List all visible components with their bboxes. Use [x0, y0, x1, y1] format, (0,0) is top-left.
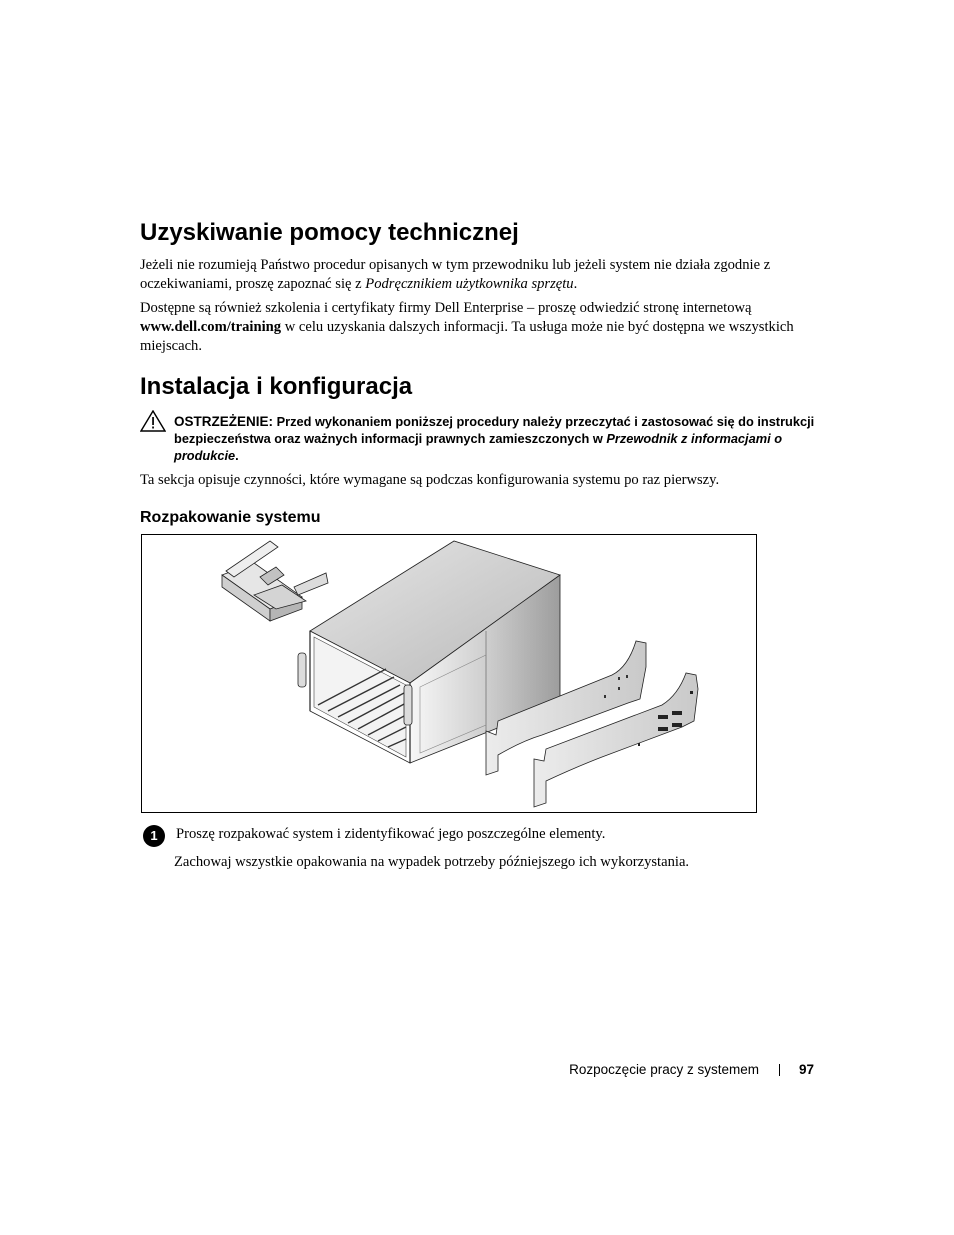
footer-chapter-title: Rozpoczęcie pracy z systemem	[569, 1062, 759, 1077]
page-number: 97	[798, 1062, 814, 1077]
heading-unpacking: Rozpakowanie systemu	[140, 509, 321, 526]
paragraph-help	[140, 256, 820, 294]
paragraph-help-end: .	[573, 276, 578, 292]
paragraph-training-end: w celu uzyskania dalszych informacji. Ta usługa może nie być dostępna we wszystkich miejscach.	[140, 319, 794, 354]
step-number-badge: 1	[143, 825, 165, 847]
user-guide-reference: Podręcznikiem użytkownika sprzętu	[365, 276, 574, 292]
warning-label: OSTRZEŻENIE:	[174, 414, 274, 429]
warning-triangle-icon	[140, 410, 166, 432]
step-instruction: Proszę rozpakować system i zidentyfikować jego poszczególne elementy.	[176, 826, 606, 842]
heading-technical-support: Uzyskiwanie pomocy technicznej	[140, 219, 519, 246]
packaging-box	[222, 541, 328, 621]
page-footer	[569, 1062, 814, 1077]
paragraph-help-text: Jeżeli nie rozumieją Państwo procedur opisanych w tym przewodniku lub jeżeli system nie działa zgodnie z oczekiwaniami, proszę zapoznać się z	[140, 257, 771, 292]
training-link[interactable]: www.dell.com/training	[140, 319, 282, 335]
footer-divider	[779, 1064, 780, 1076]
paragraph-training-text: Dostępne są również szkolenia i certyfikaty firmy Dell Enterprise – proszę odwiedzić stronę internetową	[140, 300, 752, 316]
paragraph-intro: Ta sekcja opisuje czynności, które wymagane są podczas konfigurowania systemu po raz pierwszy.	[140, 472, 720, 488]
warning-text	[174, 413, 834, 464]
warning-end: .	[235, 448, 239, 463]
product-info-guide-reference: Przewodnik z informacjami o produkcie	[174, 431, 783, 463]
step-note: Zachowaj wszystkie opakowania na wypadek potrzeby późniejszego ich wykorzystania.	[174, 854, 690, 870]
heading-installation: Instalacja i konfiguracja	[140, 373, 413, 400]
warning-body: Przed wykonaniem poniższej procedury należy przeczytać i zastosować się do instrukcji bezpieczeństwa oraz ważnych informacji prawnych zamieszczonych w	[174, 414, 815, 446]
system-components-drawing	[142, 535, 756, 812]
unpacking-illustration	[141, 534, 757, 813]
paragraph-training	[140, 299, 820, 356]
